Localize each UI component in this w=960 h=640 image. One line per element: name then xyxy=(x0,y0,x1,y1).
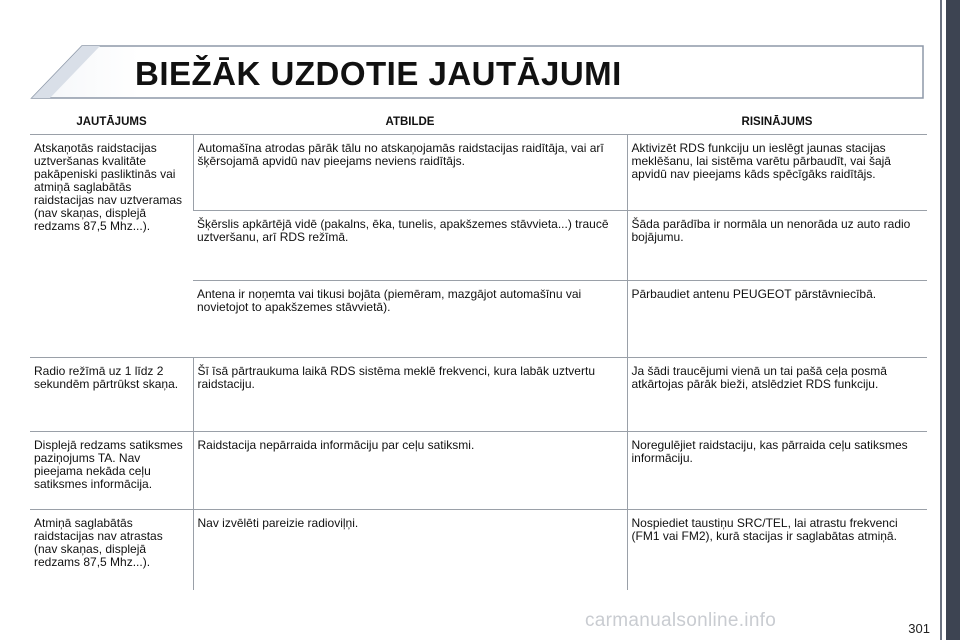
question-cell: Atmiņā saglabātās raidstacijas nav atrastas (nav skaņas, displejā redzams 87,5 Mhz...). xyxy=(34,516,163,569)
table-row xyxy=(30,510,927,590)
page-title: BIEŽĀK UZDOTIE JAUTĀJUMI xyxy=(135,55,622,92)
column-header-answer: ATBILDE xyxy=(193,110,627,135)
question-cell: Radio režīmā uz 1 līdz 2 sekundēm pārtrūkst skaņa. xyxy=(30,358,193,432)
answer-cell: Antena ir noņemta vai tikusi bojāta (piemēram, mazgājot automašīnu vai novietojot to apakšzemes stāvvietā). xyxy=(193,281,627,358)
right-edge-bar xyxy=(946,0,960,640)
answer-cell: Šķērslis apkārtējā vidē (pakalns, ēka, tunelis, apakšzemes stāvvieta...) traucē uztveršanu, arī RDS režīmā. xyxy=(193,211,627,281)
question-cell: Atskaņotās raidstacijas uztveršanas kvalitāte pakāpeniski pasliktinās vai atmiņā saglabātās raidstacijas nav uztveramas (nav skaņas, displejā redzams 87,5 Mhz...). xyxy=(30,135,193,358)
answer-cell: Automašīna atrodas pārāk tālu no atskaņojamās raidstacijas raidītāja, vai arī šķērsojamā apvidū nav pieejams neviens raidītājs. xyxy=(193,135,627,211)
table-row xyxy=(30,135,927,211)
column-header-solution: RISINĀJUMS xyxy=(627,110,927,135)
table-row xyxy=(30,358,927,432)
solution-cell: Pārbaudiet antenu PEUGEOT pārstāvniecībā. xyxy=(627,281,927,358)
answer-cell: Raidstacija nepārraida informāciju par ceļu satiksmi. xyxy=(193,432,627,510)
solution-cell: Šāda parādība ir normāla un nenorāda uz auto radio bojājumu. xyxy=(627,211,927,281)
solution-cell: Ja šādi traucējumi vienā un tai pašā ceļa posmā atkārtojas pārāk bieži, atslēdziet RDS funkciju. xyxy=(627,358,927,432)
solution-cell: Noregulējiet raidstaciju, kas pārraida ceļu satiksmes informāciju. xyxy=(627,432,927,510)
answer-cell: Šī īsā pārtraukuma laikā RDS sistēma meklē frekvenci, kura labāk uztvertu raidstaciju. xyxy=(193,358,627,432)
table-row xyxy=(30,432,927,510)
solution-cell: Aktivizēt RDS funkciju un ieslēgt jaunas stacijas meklēšanu, lai sistēma varētu pārbaudīt, vai šajā apvidū nav pieejams kāds spēcīgāks raidītājs. xyxy=(627,135,927,211)
watermark: carmanualsonline.info xyxy=(585,610,777,631)
column-header-question: JAUTĀJUMS xyxy=(30,110,193,135)
page-number: 301 xyxy=(908,621,930,636)
question-cell: Displejā redzams satiksmes paziņojums TA. Nav pieejama nekāda ceļu satiksmes informācija. xyxy=(30,432,193,510)
faq-table xyxy=(30,110,927,590)
solution-cell: Nospiediet taustiņu SRC/TEL, lai atrastu frekvenci (FM1 vai FM2), kurā stacijas ir saglabātas atmiņā. xyxy=(627,510,927,590)
table-header-row xyxy=(30,110,927,135)
answer-cell: Nav izvēlēti pareizie radioviļņi. xyxy=(193,510,627,590)
